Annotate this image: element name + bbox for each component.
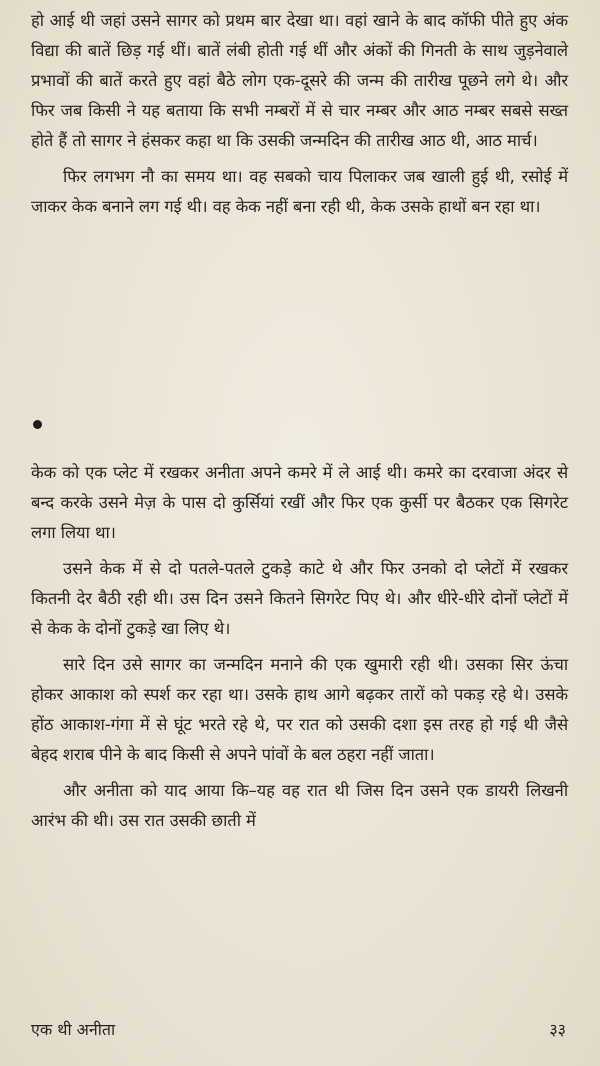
- section-break-bullet: [33, 420, 42, 429]
- paragraph: हो आई थी जहां उसने सागर को प्रथम बार देखा था। वहां खाने के बाद कॉफी पीते हुए अंक विद्या की बातें छिड़ गई थीं। बातें लंबी होती गई थीं और अंकों की गिनती के साथ जुड़नेवाले प्रभावों की बातें करते हुए वहां बैठे लोग एक-दूसरे की जन्म की तारीख पूछने लगे थे। और फिर जब किसी ने यह बताया कि सभी नम्बरों में से चार नम्बर और आठ नम्बर सबसे सख्त होते हैं तो सागर ने हंसकर कहा था कि उसकी जन्मदिन की तारीख आठ थी, आठ मार्च।: [31, 11, 568, 150]
- paragraph: उसने केक में से दो पतले-पतले टुकड़े काटे थे और फिर उनको दो प्लेटों में रखकर कितनी देर बैठी रही थी। उस दिन उसने कितने सिगरेट पिए थे। और धीरे-धीरे दोनों प्लेटों में से केक के दोनों टुकड़े खा लिए थे।: [31, 559, 568, 638]
- paragraph: फिर लगभग नौ का समय था। वह सबको चाय पिलाकर जब खाली हुई थी, रसोई में जाकर केक बनाने लग गई थी। वह केक नहीं बना रही थी, केक उसके हाथों बन रहा था।: [31, 167, 568, 216]
- running-footer-title: एक थी अनीता: [31, 1020, 116, 1039]
- paragraph: केक को एक प्लेट में रखकर अनीता अपने कमरे में ले आई थी। कमरे का दरवाजा अंदर से बन्द करके उसने मेज़ के पास दो कुर्सियां रखीं और फिर एक कुर्सी पर बैठकर एक सिगरेट लगा लिया था।: [31, 463, 568, 542]
- paragraph: और अनीता को याद आया कि–यह वह रात थी जिस दिन उसने एक डायरी लिखनी आरंभ की थी। उस रात उसकी छाती में: [31, 781, 568, 830]
- text-section-2: [31, 458, 568, 836]
- paragraph: सारे दिन उसे सागर का जन्मदिन मनाने की एक खुमारी रही थी। उसका सिर ऊंचा होकर आकाश को स्पर्श कर रहा था। उसके हाथ आगे बढ़कर तारों को पकड़ रहे थे। उसके होंठ आकाश-गंगा में से घूंट भरते रहे थे, पर रात को उसकी दशा इस तरह हो गई थी जैसे बेहद शराब पीने के बाद किसी से अपने पांवों के बल ठहरा नहीं जाता।: [31, 655, 568, 764]
- text-section-1: [31, 6, 568, 222]
- page-number: ३३: [549, 1020, 566, 1039]
